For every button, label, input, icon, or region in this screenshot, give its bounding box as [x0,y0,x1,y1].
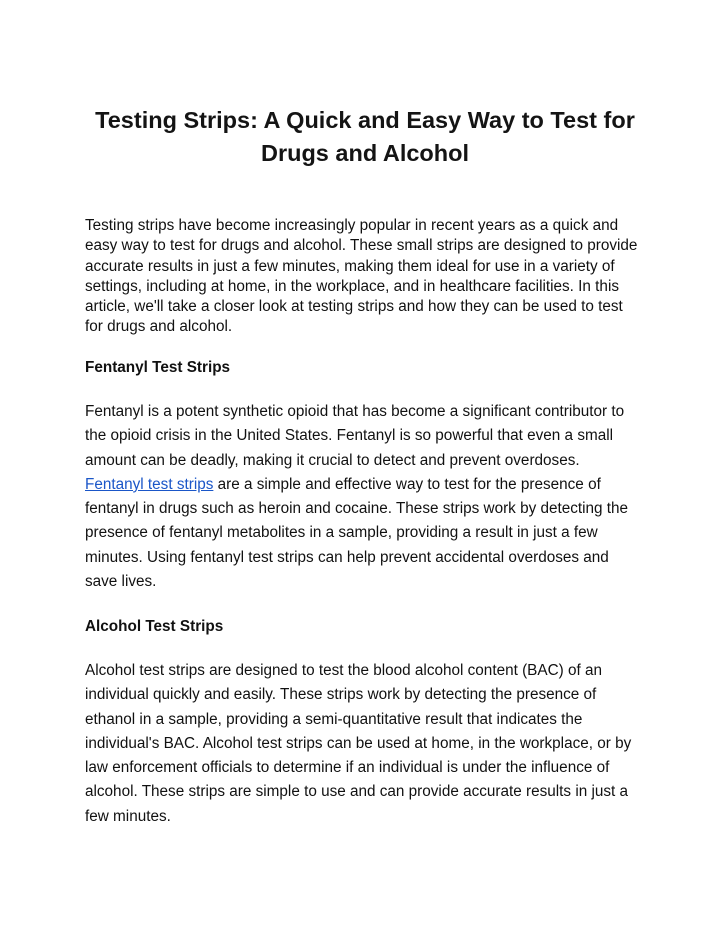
fentanyl-test-strips-link[interactable]: Fentanyl test strips [85,475,214,493]
section-paragraph-fentanyl [85,400,640,594]
page-title: Testing Strips: A Quick and Easy Way to Test for Drugs and Alcohol [95,107,635,166]
fentanyl-text-before-link: Fentanyl is a potent synthetic opioid that has become a significant contributor to the opioid crisis in the United States. Fentanyl is so powerful that even a small amount can be deadly, making it crucial to detect and prevent overdoses. [85,403,625,469]
fentanyl-text-after-link: are a simple and effective way to test for the presence of fentanyl in drugs such as heroin and cocaine. These strips work by detecting the presence of fentanyl metabolites in a sample, providing a result in just a few minutes. Using fentanyl test strips can help prevent accidental overdoses and save lives. [85,475,629,591]
intro-paragraph: Testing strips have become increasingly popular in recent years as a quick and easy way to test for drugs and alcohol. These small strips are designed to provide accurate results in just a few minutes, making them ideal for use in a variety of settings, including at home, in the workplace, and in healthcare facilities. In this article, we'll take a closer look at testing strips and how they can be used to test for drugs and alcohol. [85,217,638,336]
section-heading-alcohol: Alcohol Test Strips [85,618,224,635]
section-paragraph-alcohol: Alcohol test strips are designed to test the blood alcohol content (BAC) of an individual quickly and easily. These strips work by detecting the presence of ethanol in a sample, providing a semi-quantitative result that indicates the individual's BAC. Alcohol test strips can be used at home, in the workplace, or by law enforcement officials to determine if an individual is under the influence of alcohol. These strips are simple to use and can provide accurate results in just a few minutes. [85,662,632,825]
section-heading-fentanyl: Fentanyl Test Strips [85,359,231,376]
